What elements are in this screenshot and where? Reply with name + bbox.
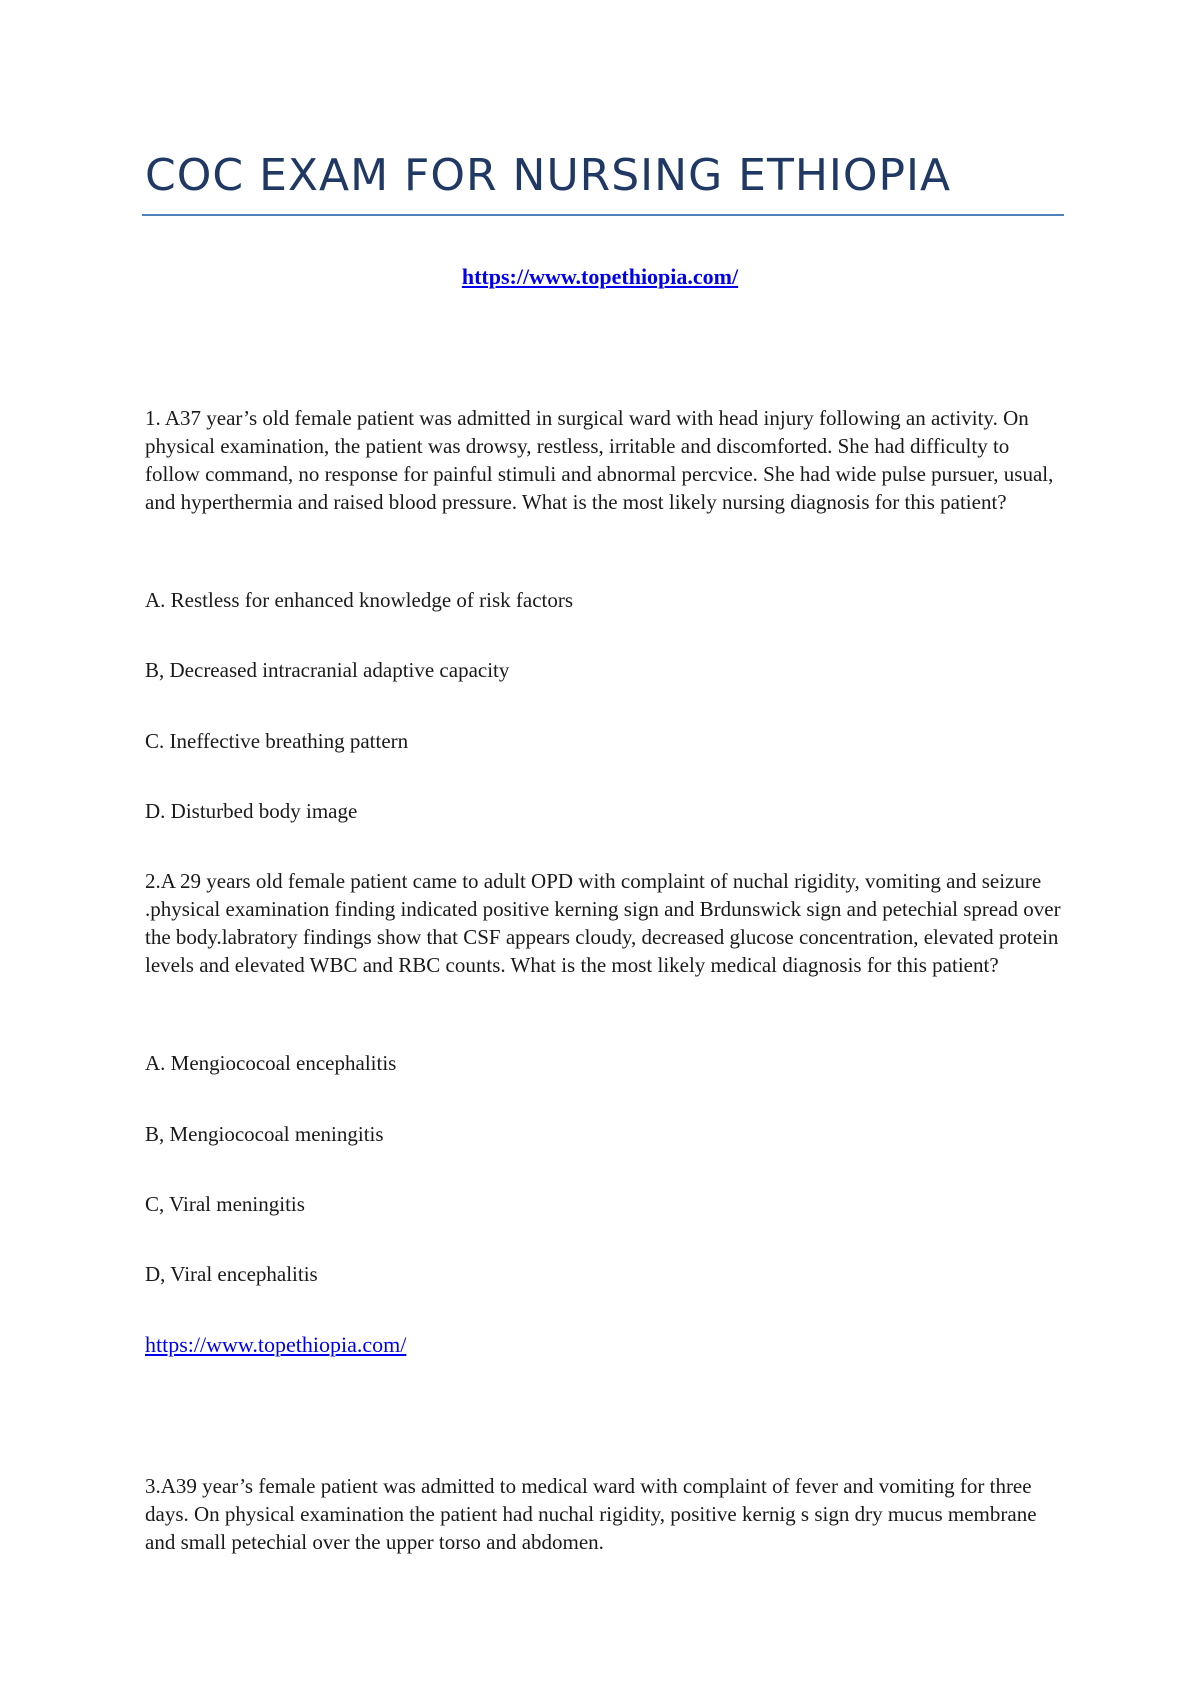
question-1-option-a: A. Restless for enhanced knowledge of risk factors	[145, 588, 574, 612]
question-2-text: 2.A 29 years old female patient came to adult OPD with complaint of nuchal rigidity, vomiting and seizure .physical examination finding indicated positive kerning sign and Brdunswick sign and petechial spread over the body.labratory findings show that CSF appears cloudy, decreased glucose concentration, elevated protein levels and elevated WBC and RBC counts. What is the most likely medical diagnosis for this patient?	[145, 869, 1061, 977]
question-2-option-b: B, Mengiococoal meningitis	[145, 1122, 384, 1146]
question-2-option-c: C, Viral meningitis	[145, 1192, 305, 1216]
question-2-option-a: A. Mengiococoal encephalitis	[145, 1051, 397, 1075]
website-link-mid[interactable]: https://www.topethiopia.com/	[145, 1332, 407, 1357]
website-link-top[interactable]: https://www.topethiopia.com/	[461, 264, 739, 289]
question-1-option-c: C. Ineffective breathing pattern	[145, 729, 409, 753]
question-1-option-d: D. Disturbed body image	[145, 799, 358, 823]
document-title: COC EXAM FOR NURSING ETHIOPIA	[145, 150, 952, 201]
question-1-option-b: B, Decreased intracranial adaptive capacity	[145, 658, 510, 682]
title-underline	[142, 214, 1064, 216]
mid-link-container	[145, 1331, 406, 1359]
question-3-text: 3.A39 year’s female patient was admitted to medical ward with complaint of fever and vomiting for three days. On physical examination the patient had nuchal rigidity, positive kernig s sign dry mucus membrane and small petechial over the upper torso and abdomen.	[145, 1474, 1037, 1554]
question-1-text: 1. A37 year’s old female patient was admitted in surgical ward with head injury following an activity. On physical examination, the patient was drowsy, restless, irritable and discomforted. She had difficulty to follow command, no response for painful stimuli and abnormal percvice. She had wide pulse pursuer, usual, and hyperthermia and raised blood pressure. What is the most likely nursing diagnosis for this patient?	[145, 406, 1054, 514]
top-link-container	[0, 264, 1200, 290]
question-2-option-d: D, Viral encephalitis	[145, 1262, 318, 1286]
